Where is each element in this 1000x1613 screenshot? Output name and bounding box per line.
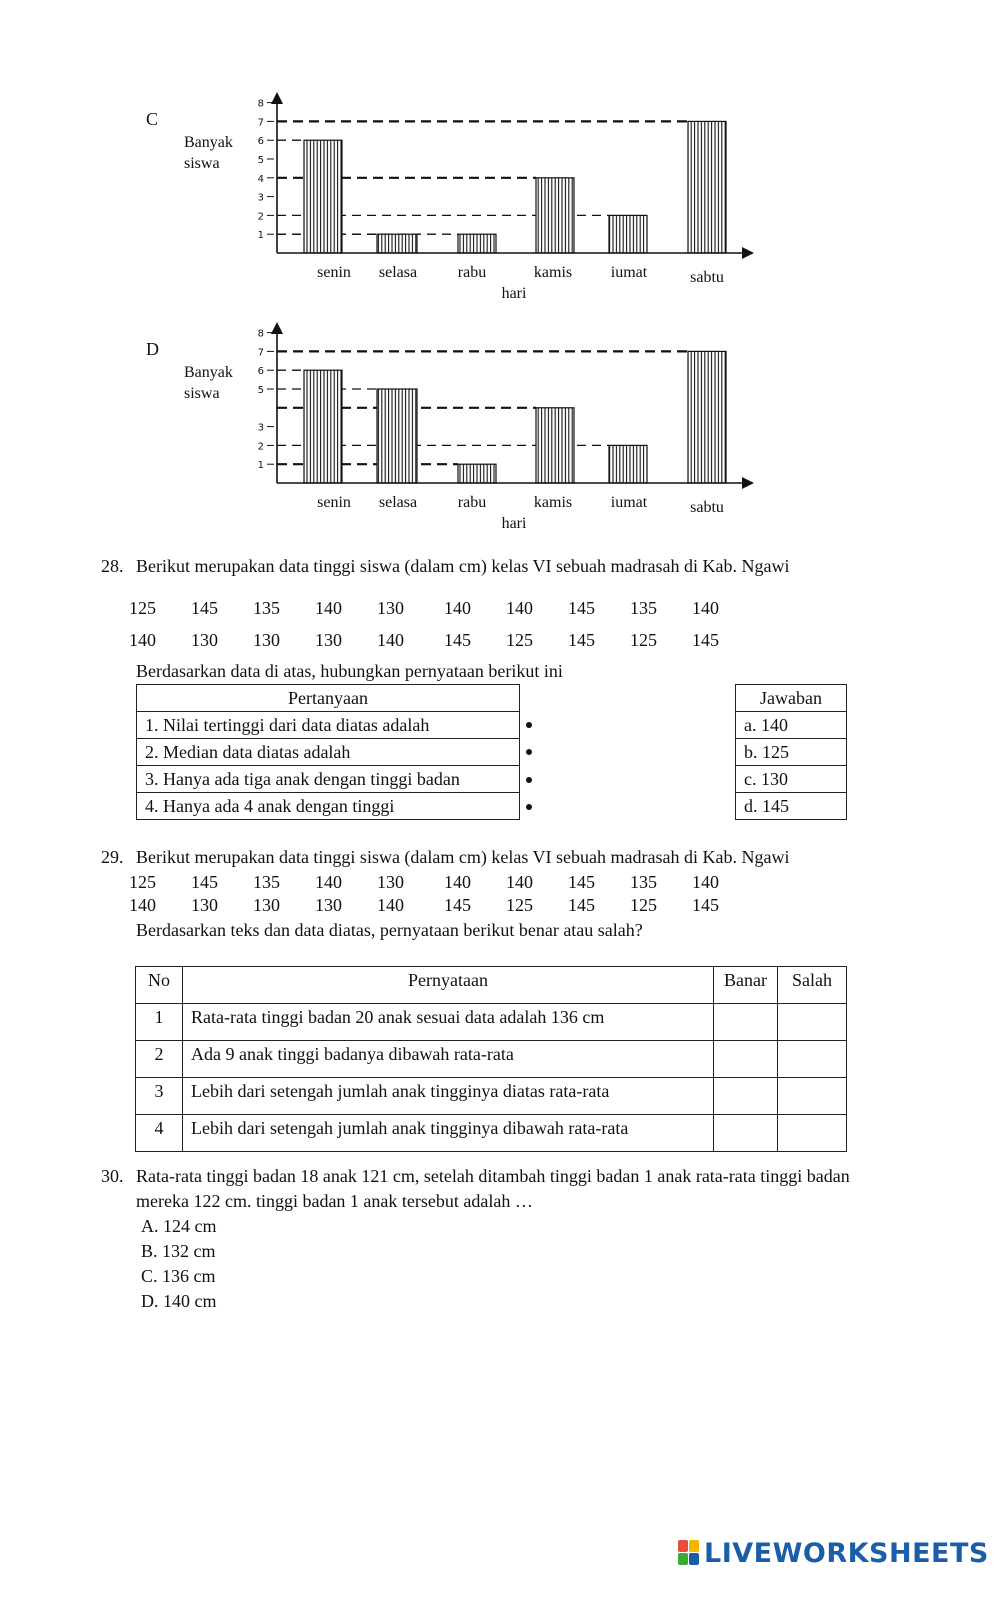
q29-header-statement: Pernyataan: [183, 967, 714, 1004]
q29-header-true: Banar: [714, 967, 778, 1004]
x-category-label: rabu: [457, 264, 487, 281]
y-tick-label: 2: [257, 211, 264, 223]
data-value: 145: [191, 872, 218, 892]
y-tick-label: 8: [257, 328, 264, 340]
data-value: 140: [377, 895, 404, 915]
y-tick-label: 8: [257, 98, 264, 110]
y-tick-label: 5: [257, 385, 264, 396]
chart-c-ylabel-1: Banyak: [184, 134, 233, 151]
data-value: 145: [692, 630, 719, 650]
data-value: 125: [506, 630, 533, 650]
q28-number: 28.: [101, 556, 124, 576]
q28-questions-table: [136, 684, 520, 820]
q28-instruction: Berdasarkan data di atas, hubungkan pernyataan berikut ini: [136, 661, 563, 681]
data-value: 135: [253, 872, 280, 892]
chart-d-xlabel: hari: [501, 515, 527, 532]
data-value: 135: [253, 598, 280, 618]
x-category-label: kamis: [533, 494, 573, 511]
q28-question-2: 2. Median data diatas adalah: [137, 739, 520, 766]
data-value: 140: [377, 630, 404, 650]
q28-connector-dot-3[interactable]: [526, 777, 532, 783]
q29-number: 29.: [101, 847, 124, 867]
chart-c-letter: C: [146, 109, 159, 129]
data-value: 145: [692, 895, 719, 915]
bar-rabu: [458, 464, 496, 483]
y-tick-label: 3: [257, 422, 264, 434]
data-value: 140: [315, 598, 342, 618]
q29-row-true-cell[interactable]: [714, 1115, 778, 1152]
q28-connector-dot-4[interactable]: [526, 804, 532, 810]
q29-row-false-cell[interactable]: [778, 1041, 847, 1078]
chart-c-ylabel-2: siswa: [184, 155, 220, 172]
y-tick-label: 6: [257, 366, 264, 378]
q29-row-no: 2: [136, 1041, 183, 1078]
q29-row-true-cell[interactable]: [714, 1041, 778, 1078]
data-value: 140: [129, 630, 156, 650]
data-value: 140: [692, 598, 719, 618]
bar-kamis: [536, 178, 574, 253]
q30-line-2: mereka 122 cm. tinggi badan 1 anak tersebut adalah …: [136, 1191, 533, 1211]
q29-instruction: Berdasarkan teks dan data diatas, pernyataan berikut benar atau salah?: [136, 920, 643, 940]
data-value: 140: [444, 872, 471, 892]
x-category-label: kamis: [533, 264, 573, 281]
q30-option-b[interactable]: B. 132 cm: [141, 1241, 216, 1261]
data-value: 130: [377, 598, 404, 618]
q28-answer-a[interactable]: a. 140: [736, 712, 847, 739]
bar-senin: [304, 370, 342, 483]
q28-questions-header: Pertanyaan: [137, 685, 520, 712]
y-tick-label: 7: [257, 117, 264, 129]
bar-iumat: [609, 445, 647, 483]
data-value: 145: [568, 872, 595, 892]
q29-row-no: 4: [136, 1115, 183, 1152]
data-value: 125: [630, 895, 657, 915]
data-value: 130: [191, 630, 218, 650]
q28-text: Berikut merupakan data tinggi siswa (dalam cm) kelas VI sebuah madrasah di Kab. Ngawi: [136, 556, 790, 576]
q29-table: [135, 966, 847, 1152]
table-row: [136, 1078, 847, 1115]
q28-answer-b[interactable]: b. 125: [736, 739, 847, 766]
q30-number: 30.: [101, 1166, 124, 1186]
q30-option-c[interactable]: C. 136 cm: [141, 1266, 216, 1286]
data-value: 145: [444, 895, 471, 915]
y-tick-label: 3: [257, 192, 264, 204]
data-value: 145: [568, 895, 595, 915]
q29-row-true-cell[interactable]: [714, 1004, 778, 1041]
x-category-label: rabu: [457, 494, 487, 511]
bar-sabtu: [688, 351, 726, 483]
x-category-label: senin: [317, 264, 351, 281]
q29-row-statement: Ada 9 anak tinggi badanya dibawah rata-rata: [183, 1041, 714, 1078]
q28-question-3: 3. Hanya ada tiga anak dengan tinggi badan: [137, 766, 520, 793]
bar-selasa: [377, 234, 417, 253]
q29-row-false-cell[interactable]: [778, 1004, 847, 1041]
x-category-label: selasa: [378, 264, 418, 281]
q30-option-d[interactable]: D. 140 cm: [141, 1291, 217, 1311]
data-value: 125: [129, 872, 156, 892]
y-tick-label: 6: [257, 136, 264, 148]
q29-row-no: 3: [136, 1078, 183, 1115]
liveworksheets-logo-text: LIVEWORKSHEETS: [704, 1537, 989, 1569]
q28-answer-d[interactable]: d. 145: [736, 793, 847, 820]
table-row: [136, 1041, 847, 1078]
x-category-label: senin: [317, 494, 351, 511]
bar-senin: [304, 140, 342, 253]
data-value: 135: [630, 872, 657, 892]
data-value: 135: [630, 598, 657, 618]
data-value: 125: [630, 630, 657, 650]
data-value: 130: [253, 895, 280, 915]
y-tick-label: 1: [257, 460, 264, 472]
q29-text: Berikut merupakan data tinggi siswa (dalam cm) kelas VI sebuah madrasah di Kab. Ngawi: [136, 847, 790, 867]
data-value: 130: [191, 895, 218, 915]
x-category-label: sabtu: [690, 269, 724, 286]
bar-kamis: [536, 408, 574, 483]
data-value: 125: [129, 598, 156, 618]
data-value: 140: [315, 872, 342, 892]
chart-c: [0, 90, 780, 310]
y-tick-label: 7: [257, 347, 264, 359]
q28-question-4: 4. Hanya ada 4 anak dengan tinggi: [137, 793, 520, 820]
bar-iumat: [609, 215, 647, 253]
x-category-label: iumat: [610, 494, 648, 511]
table-row: [136, 1004, 847, 1041]
q29-row-statement: Lebih dari setengah jumlah anak tingginya dibawah rata-rata: [183, 1115, 714, 1152]
data-value: 130: [315, 630, 342, 650]
data-value: 125: [506, 895, 533, 915]
bar-rabu: [458, 234, 496, 253]
q29-row-no: 1: [136, 1004, 183, 1041]
q29-row-statement: Rata-rata tinggi badan 20 anak sesuai data adalah 136 cm: [183, 1004, 714, 1041]
q29-header-false: Salah: [778, 967, 847, 1004]
q29-row-true-cell[interactable]: [714, 1078, 778, 1115]
x-category-label: sabtu: [690, 499, 724, 516]
data-value: 130: [253, 630, 280, 650]
data-value: 130: [377, 872, 404, 892]
y-tick-label: 4: [257, 173, 264, 185]
liveworksheets-logo: [678, 1533, 989, 1573]
data-value: 145: [568, 630, 595, 650]
liveworksheets-logo-icon: [678, 1540, 700, 1566]
chart-d-ylabel-1: Banyak: [184, 364, 233, 381]
data-value: 145: [444, 630, 471, 650]
q28-question-1: 1. Nilai tertinggi dari data diatas adalah: [137, 712, 520, 739]
q29-row-statement: Lebih dari setengah jumlah anak tingginya diatas rata-rata: [183, 1078, 714, 1115]
q28-answer-c[interactable]: c. 130: [736, 766, 847, 793]
q29-row-false-cell[interactable]: [778, 1078, 847, 1115]
y-tick-label: 1: [257, 230, 264, 242]
data-value: 140: [129, 895, 156, 915]
data-value: 130: [315, 895, 342, 915]
x-category-label: selasa: [378, 494, 418, 511]
chart-d: [0, 320, 780, 540]
y-tick-label: 5: [257, 155, 264, 166]
chart-d-ylabel-2: siswa: [184, 385, 220, 402]
bar-sabtu: [688, 121, 726, 253]
table-row: [136, 1115, 847, 1152]
q30-option-a[interactable]: A. 124 cm: [141, 1216, 217, 1236]
data-value: 145: [191, 598, 218, 618]
q28-connector-dot-1[interactable]: [526, 722, 532, 728]
q28-answers-header: Jawaban: [736, 685, 847, 712]
data-value: 140: [506, 598, 533, 618]
q30-line-1: Rata-rata tinggi badan 18 anak 121 cm, setelah ditambah tinggi badan 1 anak rata-rata tinggi badan: [136, 1166, 850, 1186]
chart-d-letter: D: [146, 339, 159, 359]
bar-selasa: [377, 389, 417, 483]
data-value: 140: [692, 872, 719, 892]
data-value: 140: [444, 598, 471, 618]
chart-c-xlabel: hari: [501, 285, 527, 302]
x-category-label: iumat: [610, 264, 648, 281]
data-value: 140: [506, 872, 533, 892]
q28-answers-table: [735, 684, 847, 820]
y-tick-label: 2: [257, 441, 264, 453]
data-value: 145: [568, 598, 595, 618]
q29-header-no: No: [136, 967, 183, 1004]
q29-row-false-cell[interactable]: [778, 1115, 847, 1152]
q28-connector-dot-2[interactable]: [526, 749, 532, 755]
